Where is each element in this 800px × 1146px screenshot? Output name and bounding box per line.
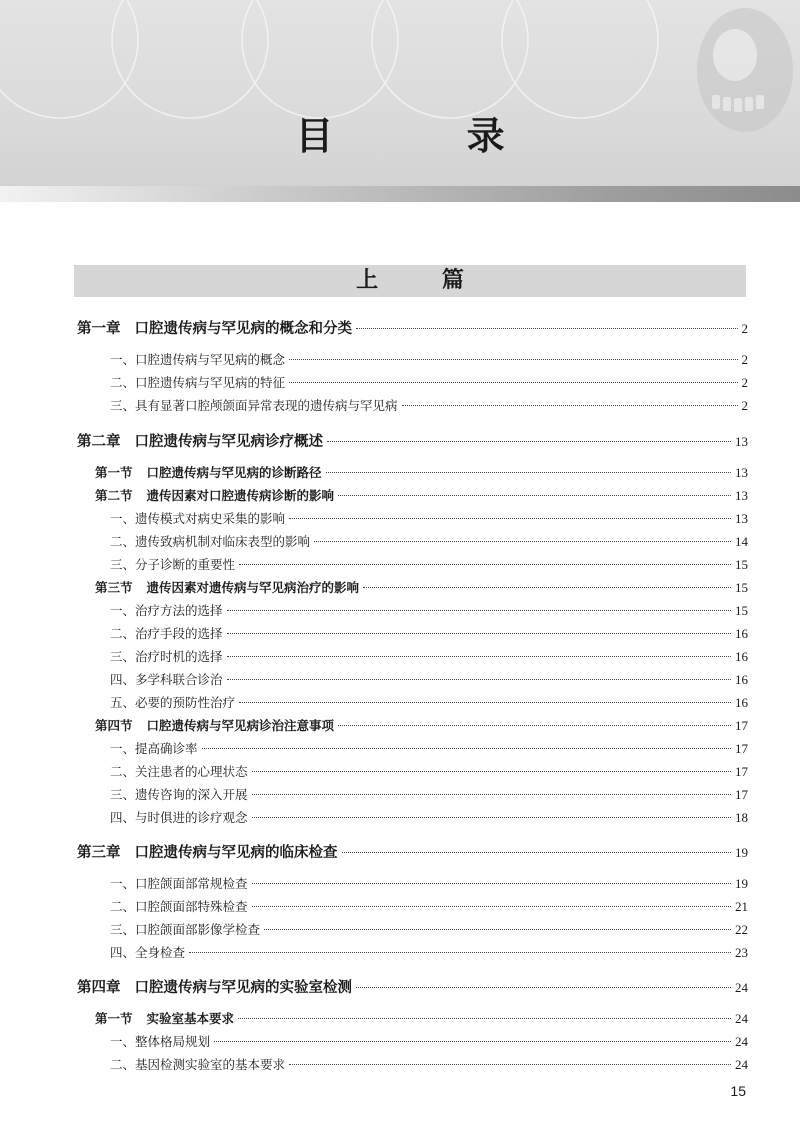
toc-page-number: 2 <box>741 352 748 367</box>
toc-title: 口腔遗传病与罕见病诊疗概述 <box>134 433 323 450</box>
toc-page-number: 19 <box>735 845 748 860</box>
toc-item[interactable] <box>110 739 748 757</box>
toc-item[interactable] <box>110 897 748 915</box>
dot-leader <box>289 359 737 360</box>
toc-title: 五、必要的预防性治疗 <box>110 695 236 710</box>
toc-label: 第一节 <box>95 465 133 480</box>
toc-title: 四、与时俱进的诊疗观念 <box>110 810 248 825</box>
dot-leader <box>289 382 737 383</box>
toc-section[interactable] <box>95 1009 748 1027</box>
dot-leader <box>326 472 731 473</box>
toc-item[interactable] <box>110 762 748 780</box>
dot-leader <box>356 987 731 988</box>
dot-leader <box>202 748 731 749</box>
toc-title: 一、提高确诊率 <box>110 741 198 756</box>
dot-leader <box>289 1064 731 1065</box>
toc-page-number: 16 <box>735 649 748 664</box>
toc-item[interactable] <box>110 647 748 665</box>
toc-page-number: 13 <box>735 511 748 526</box>
toc-title: 口腔遗传病与罕见病的诊断路径 <box>146 465 322 480</box>
toc-title: 三、治疗时机的选择 <box>110 649 223 664</box>
toc-label: 第四节 <box>95 718 133 733</box>
toc-item[interactable] <box>110 693 748 711</box>
toc-page-number: 16 <box>735 672 748 687</box>
toc-item[interactable] <box>110 532 748 550</box>
toc-chapter[interactable] <box>77 976 748 997</box>
toc-title: 二、口腔遗传病与罕见病的特征 <box>110 375 286 390</box>
dot-leader <box>238 1018 731 1019</box>
toc-title: 遗传因素对遗传病与罕见病治疗的影响 <box>146 580 360 595</box>
toc-page-number: 24 <box>735 1057 748 1072</box>
dot-leader <box>239 564 731 565</box>
dot-leader <box>189 952 731 953</box>
toc-title: 四、全身检查 <box>110 945 186 960</box>
dot-leader <box>252 771 731 772</box>
toc-title: 实验室基本要求 <box>146 1011 235 1026</box>
toc-item[interactable] <box>110 1055 748 1073</box>
toc-title: 一、口腔遗传病与罕见病的概念 <box>110 352 286 367</box>
toc-page-number: 2 <box>741 375 748 390</box>
toc-page-number: 24 <box>735 1034 748 1049</box>
toc-label: 第四章 <box>77 979 121 996</box>
toc-title: 遗传因素对口腔遗传病诊断的影响 <box>146 488 335 503</box>
toc-label: 第二章 <box>77 433 121 450</box>
toc-page-number: 15 <box>735 580 748 595</box>
toc-title: 三、具有显著口腔颅颌面异常表现的遗传病与罕见病 <box>110 398 398 413</box>
dot-leader <box>252 794 731 795</box>
dot-leader <box>342 852 732 853</box>
toc-page-number: 2 <box>741 321 748 336</box>
dot-leader <box>214 1041 731 1042</box>
dot-leader <box>327 441 731 442</box>
dot-leader <box>289 518 731 519</box>
toc-page-number: 15 <box>735 603 748 618</box>
toc-item[interactable] <box>110 350 748 368</box>
dot-leader <box>252 906 731 907</box>
toc-title: 三、分子诊断的重要性 <box>110 557 236 572</box>
dot-leader <box>227 633 731 634</box>
toc-label: 第一章 <box>77 320 121 337</box>
toc-title: 二、遗传致病机制对临床表型的影响 <box>110 534 311 549</box>
dot-leader <box>314 541 731 542</box>
dot-leader <box>338 495 731 496</box>
toc-title: 一、口腔颌面部常规检查 <box>110 876 248 891</box>
dot-leader <box>239 702 731 703</box>
toc-item[interactable] <box>110 808 748 826</box>
toc-title: 口腔遗传病与罕见病的临床检查 <box>134 844 338 861</box>
toc-item[interactable] <box>110 1032 748 1050</box>
toc-section[interactable] <box>95 716 748 734</box>
toc-title: 四、多学科联合诊治 <box>110 672 223 687</box>
toc-title: 二、口腔颌面部特殊检查 <box>110 899 248 914</box>
toc-item[interactable] <box>110 373 748 391</box>
toc-label: 第二节 <box>95 488 133 503</box>
toc-title: 二、基因检测实验室的基本要求 <box>110 1057 286 1072</box>
toc-title: 口腔遗传病与罕见病的实验室检测 <box>134 979 352 996</box>
toc-title: 口腔遗传病与罕见病的概念和分类 <box>134 320 352 337</box>
toc-page-number: 13 <box>735 465 748 480</box>
dot-leader <box>356 328 738 329</box>
toc-page-number: 2 <box>741 398 748 413</box>
toc-label: 第三节 <box>95 580 133 595</box>
toc-title: 一、整体格局规划 <box>110 1034 211 1049</box>
toc-page-number: 17 <box>735 718 748 733</box>
toc-item[interactable] <box>110 670 748 688</box>
dot-leader <box>363 587 731 588</box>
dot-leader <box>227 610 731 611</box>
toc-item[interactable] <box>110 943 748 961</box>
toc-page-number: 23 <box>735 945 748 960</box>
toc-label: 第三章 <box>77 844 121 861</box>
toc-section[interactable] <box>95 463 748 481</box>
dot-leader <box>338 725 731 726</box>
dot-leader <box>227 679 731 680</box>
toc-page-number: 24 <box>735 1011 748 1026</box>
page-number: 15 <box>730 1083 746 1099</box>
toc-title: 口腔遗传病与罕见病诊治注意事项 <box>146 718 335 733</box>
toc-page-number: 17 <box>735 764 748 779</box>
toc-page-number: 16 <box>735 695 748 710</box>
toc-item[interactable] <box>110 785 748 803</box>
toc-section[interactable] <box>95 578 748 596</box>
toc-title: 三、遗传咨询的深入开展 <box>110 787 248 802</box>
part-heading: 上 篇 <box>74 265 746 297</box>
toc-item[interactable] <box>110 601 748 619</box>
dot-leader <box>402 405 738 406</box>
toc-page-number: 13 <box>735 488 748 503</box>
toc-page-number: 17 <box>735 741 748 756</box>
toc-item[interactable] <box>110 624 748 642</box>
toc-page-number: 17 <box>735 787 748 802</box>
toc-chapter[interactable] <box>77 317 748 338</box>
toc-page-number: 13 <box>735 434 748 449</box>
toc-title: 三、口腔颌面部影像学检查 <box>110 922 261 937</box>
toc-chapter[interactable] <box>77 430 748 451</box>
toc-title: 二、治疗手段的选择 <box>110 626 223 641</box>
toc-chapter[interactable] <box>77 841 748 862</box>
toc-title: 一、遗传模式对病史采集的影响 <box>110 511 286 526</box>
toc-item[interactable] <box>110 396 748 414</box>
toc-page-number: 19 <box>735 876 748 891</box>
toc-page-number: 22 <box>735 922 748 937</box>
toc-page-number: 16 <box>735 626 748 641</box>
toc-page-number: 14 <box>735 534 748 549</box>
dot-leader <box>264 929 731 930</box>
toc-item[interactable] <box>110 509 748 527</box>
toc-item[interactable] <box>110 920 748 938</box>
toc-item[interactable] <box>110 874 748 892</box>
toc-page-number: 21 <box>735 899 748 914</box>
page-title: 目 录 <box>295 114 565 158</box>
toc-page-number: 15 <box>735 557 748 572</box>
dot-leader <box>252 817 731 818</box>
toc-page-number: 24 <box>735 980 748 995</box>
toc-section[interactable] <box>95 486 748 504</box>
toc-page-number: 18 <box>735 810 748 825</box>
toc-title: 二、关注患者的心理状态 <box>110 764 248 779</box>
dot-leader <box>227 656 731 657</box>
toc-label: 第一节 <box>95 1011 133 1026</box>
dot-leader <box>252 883 731 884</box>
toc-item[interactable] <box>110 555 748 573</box>
toc-title: 一、治疗方法的选择 <box>110 603 223 618</box>
